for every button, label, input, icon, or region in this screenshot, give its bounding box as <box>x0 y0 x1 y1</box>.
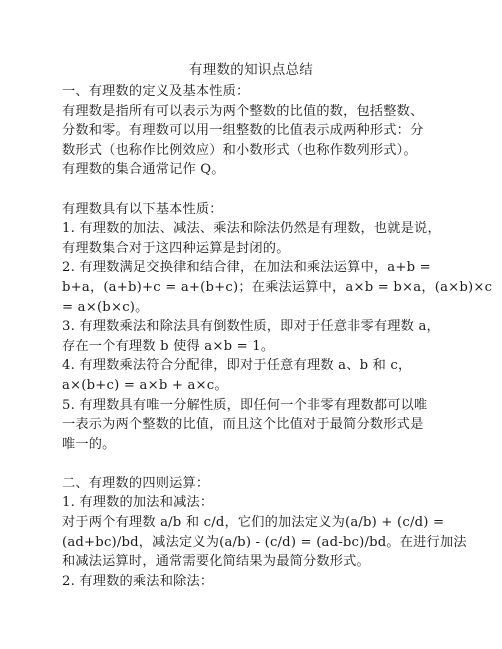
blank-line <box>62 454 450 474</box>
paragraph-line: 分数和零。有理数可以用一组整数的比值表示成两种形式：分 <box>62 123 424 139</box>
document-body <box>62 82 493 591</box>
list-item-line: 4. 有理数乘法符合分配律，即对于任意有理数 a、b 和 c， <box>62 358 412 374</box>
paragraph-line: 对于两个有理数 a/b 和 c/d，它们的加法定义为(a/b) + (c/d) = <box>62 515 445 531</box>
list-item-line: 唯一的。 <box>62 436 116 452</box>
list-item-line: 2. 有理数的乘法和除法： <box>62 573 214 589</box>
list-item-line: 1. 有理数的加法、减法、乘法和除法仍然是有理数，也就是说， <box>62 221 441 237</box>
list-item-line: 1. 有理数的加法和减法： <box>62 495 214 511</box>
paragraph-line: 数形式（也称作比例效应）和小数形式（也称作数列形式）。 <box>62 142 417 158</box>
list-item-line: 一表示为两个整数的比值，而且这个比值对于最简分数形式是 <box>62 417 424 433</box>
list-item-line: 存在一个有理数 b 使得 a×b = 1。 <box>62 338 275 354</box>
list-item-line: 3. 有理数乘法和除法具有倒数性质，即对于任意非零有理数 a， <box>62 319 440 335</box>
paragraph-line: 有理数是指所有可以表示为两个整数的比值的数，包括整数、 <box>62 103 424 119</box>
list-item-line: a×(b+c) = a×b + a×c。 <box>62 377 228 393</box>
section-heading-1: 一、有理数的定义及基本性质： <box>62 84 250 99</box>
section-heading-2: 二、有理数的四则运算： <box>62 475 210 491</box>
list-item-line: = a×(b×c)。 <box>62 299 149 315</box>
list-item-line: 有理数集合对于这四种运算是封闭的。 <box>62 240 290 256</box>
paragraph-line: 有理数具有以下基本性质： <box>62 201 223 217</box>
list-item-line: 2. 有理数满足交换律和结合律，在加法和乘法运算中，a+b = <box>62 260 431 276</box>
list-item-line: 5. 有理数具有唯一分解性质，即任何一个非零有理数都可以唯 <box>62 397 428 413</box>
list-item-line: b+a，(a+b)+c = a+(b+c)；在乘法运算中，a×b = b×a，(a×b)×c <box>62 279 493 295</box>
document-title: 有理数的知识点总结 <box>188 62 314 78</box>
paragraph-line: (ad+bc)/bd，减法定义为(a/b) - (c/d) = (ad-bc)/bd。在进行加法 <box>62 534 467 550</box>
paragraph-line: 和减法运算时，通常需要化简结果为最简分数形式。 <box>62 554 370 570</box>
blank-line <box>62 180 450 200</box>
paragraph-line: 有理数的集合通常记作 Q。 <box>62 162 225 178</box>
